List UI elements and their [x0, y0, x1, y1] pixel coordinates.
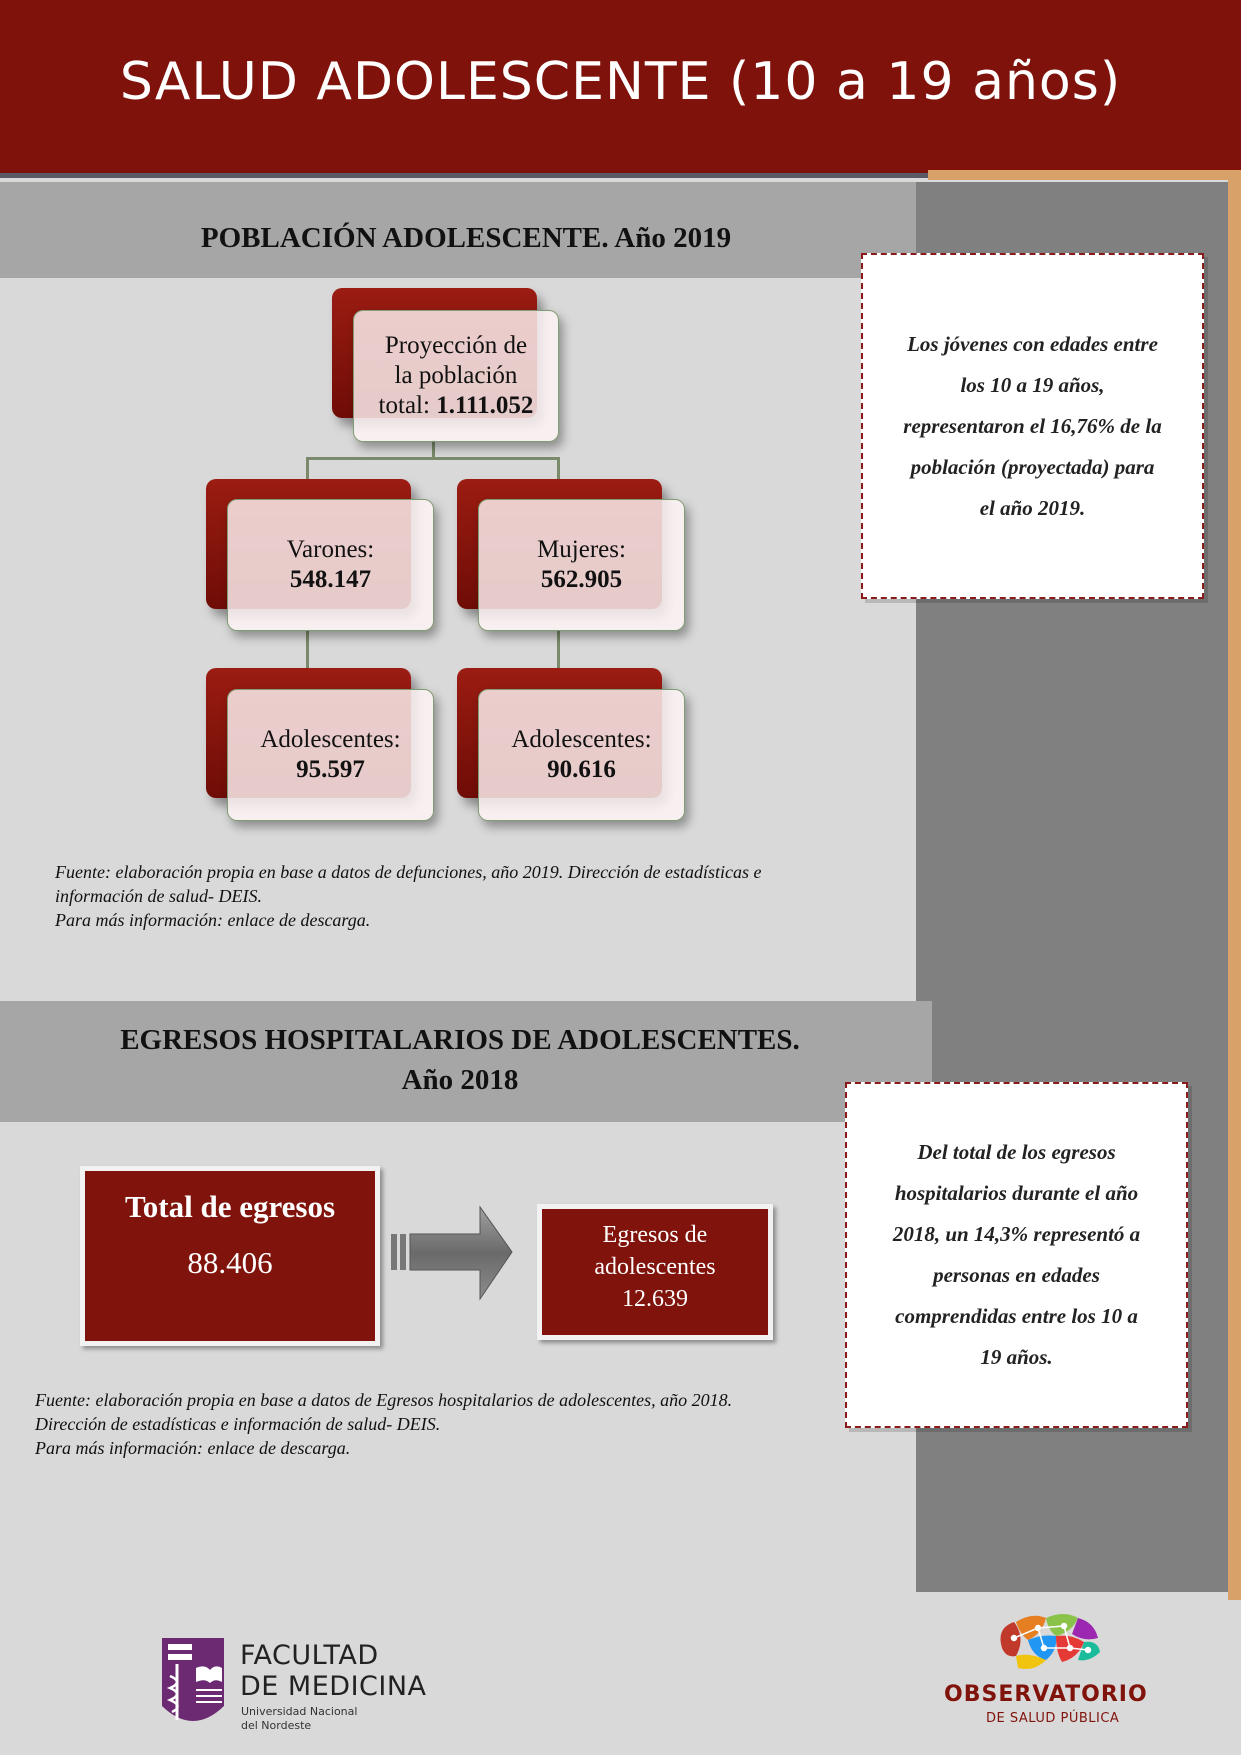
- section1-source: [55, 860, 895, 932]
- root-label-line2: la población: [394, 362, 518, 389]
- varones-value: 548.147: [289, 566, 372, 593]
- egresos-adol-label1: Egresos de: [602, 1222, 708, 1248]
- connector-root: [432, 440, 435, 458]
- universidad-line1: Universidad Nacional: [241, 1705, 358, 1718]
- facultad-name-line2: DE MEDICINA: [240, 1671, 427, 1702]
- facultad-name-line1: FACULTAD: [240, 1640, 379, 1671]
- section1-title: POBLACIÓN ADOLESCENTE. Año 2019: [200, 222, 732, 254]
- source1-line2: información de salud- DEIS.: [55, 886, 262, 906]
- mujeres-value: 562.905: [540, 566, 623, 593]
- section2-note: [845, 1082, 1188, 1428]
- source2-line2: Dirección de estadísticas e información de salud- DEIS.: [35, 1414, 441, 1434]
- page-title: SALUD ADOLESCENTE (10 a 19 años): [119, 52, 1122, 112]
- root-value: 1.111.052: [436, 392, 534, 419]
- note1-line3: representaron el 16,76% de la: [903, 413, 1162, 438]
- root-label-line3: total:: [378, 392, 430, 419]
- observatorio-name-line1: OBSERVATORIO: [944, 1682, 1148, 1707]
- mujeres-label: Mujeres:: [537, 536, 626, 563]
- note2-line1: Del total de los egresos: [917, 1140, 1116, 1164]
- adol-mujeres-value: 90.616: [547, 756, 616, 783]
- source1-line1: Fuente: elaboración propia en base a datos de defunciones, año 2019. Dirección de estadísticas e: [55, 862, 762, 882]
- connector-adol-varones: [306, 630, 309, 670]
- connector-adol-mujeres: [557, 630, 560, 670]
- section2-source: [35, 1388, 835, 1460]
- note2-line4: personas en edades: [933, 1263, 1100, 1287]
- universidad-line2: del Nordeste: [241, 1719, 312, 1732]
- note1-line5: el año 2019.: [979, 495, 1086, 520]
- total-egresos-box: [80, 1166, 380, 1346]
- varones-label: Varones:: [286, 536, 375, 563]
- adol-mujeres-label: Adolescentes:: [511, 726, 652, 753]
- total-egresos-value: 88.406: [187, 1245, 273, 1280]
- adol-varones-value: 95.597: [296, 756, 365, 783]
- source2-line1: Fuente: elaboración propia en base a datos de Egresos hospitalarios de adolescentes, año 2018.: [35, 1390, 733, 1410]
- accent-bar-top: [928, 170, 1241, 180]
- mujeres-card: [478, 499, 685, 631]
- egresos-adolescentes-box: [537, 1204, 773, 1340]
- section2-title: [0, 1020, 920, 1100]
- note1-line1: Los jóvenes con edades entre: [907, 331, 1158, 356]
- note2-line2: hospitalarios durante el año: [894, 1181, 1139, 1205]
- adol-mujeres-card: [478, 689, 685, 821]
- arrow-icon: [388, 1204, 516, 1304]
- note2-line3: 2018, un 14,3% representó a: [892, 1222, 1141, 1246]
- adol-varones-label: Adolescentes:: [260, 726, 401, 753]
- observatorio-name-line2: DE SALUD PÚBLICA: [986, 1711, 1120, 1726]
- facultad-logo-icon: [160, 1636, 226, 1732]
- source1-line3[interactable]: Para más información: enlace de descarga.: [55, 910, 371, 930]
- source2-line3[interactable]: Para más información: enlace de descarga.: [35, 1438, 351, 1458]
- root-label-line3-wrap: [354, 391, 558, 421]
- adol-varones-card: [227, 689, 434, 821]
- observatorio-logo-icon: [994, 1608, 1104, 1676]
- root-card: [353, 310, 559, 442]
- egresos-adol-label2: adolescentes: [594, 1254, 716, 1280]
- root-label-line1: Proyección de: [384, 332, 528, 359]
- note2-line5: comprendidas entre los 10 a: [895, 1304, 1138, 1328]
- section1-note: [861, 253, 1204, 599]
- connector-horizontal: [306, 457, 560, 460]
- total-egresos-label: Total de egresos: [124, 1189, 336, 1224]
- accent-bar-right: [1228, 170, 1241, 1600]
- section2-title-line1: EGRESOS HOSPITALARIOS DE ADOLESCENTES.: [120, 1024, 800, 1056]
- note1-line4: población (proyectada) para: [910, 454, 1155, 479]
- note2-line6: 19 años.: [980, 1345, 1053, 1369]
- varones-card: [227, 499, 434, 631]
- egresos-adol-value: 12.639: [622, 1286, 688, 1312]
- universidad-name: [241, 1705, 357, 1733]
- note1-line2: los 10 a 19 años,: [960, 372, 1105, 397]
- section2-title-line2: Año 2018: [401, 1064, 519, 1096]
